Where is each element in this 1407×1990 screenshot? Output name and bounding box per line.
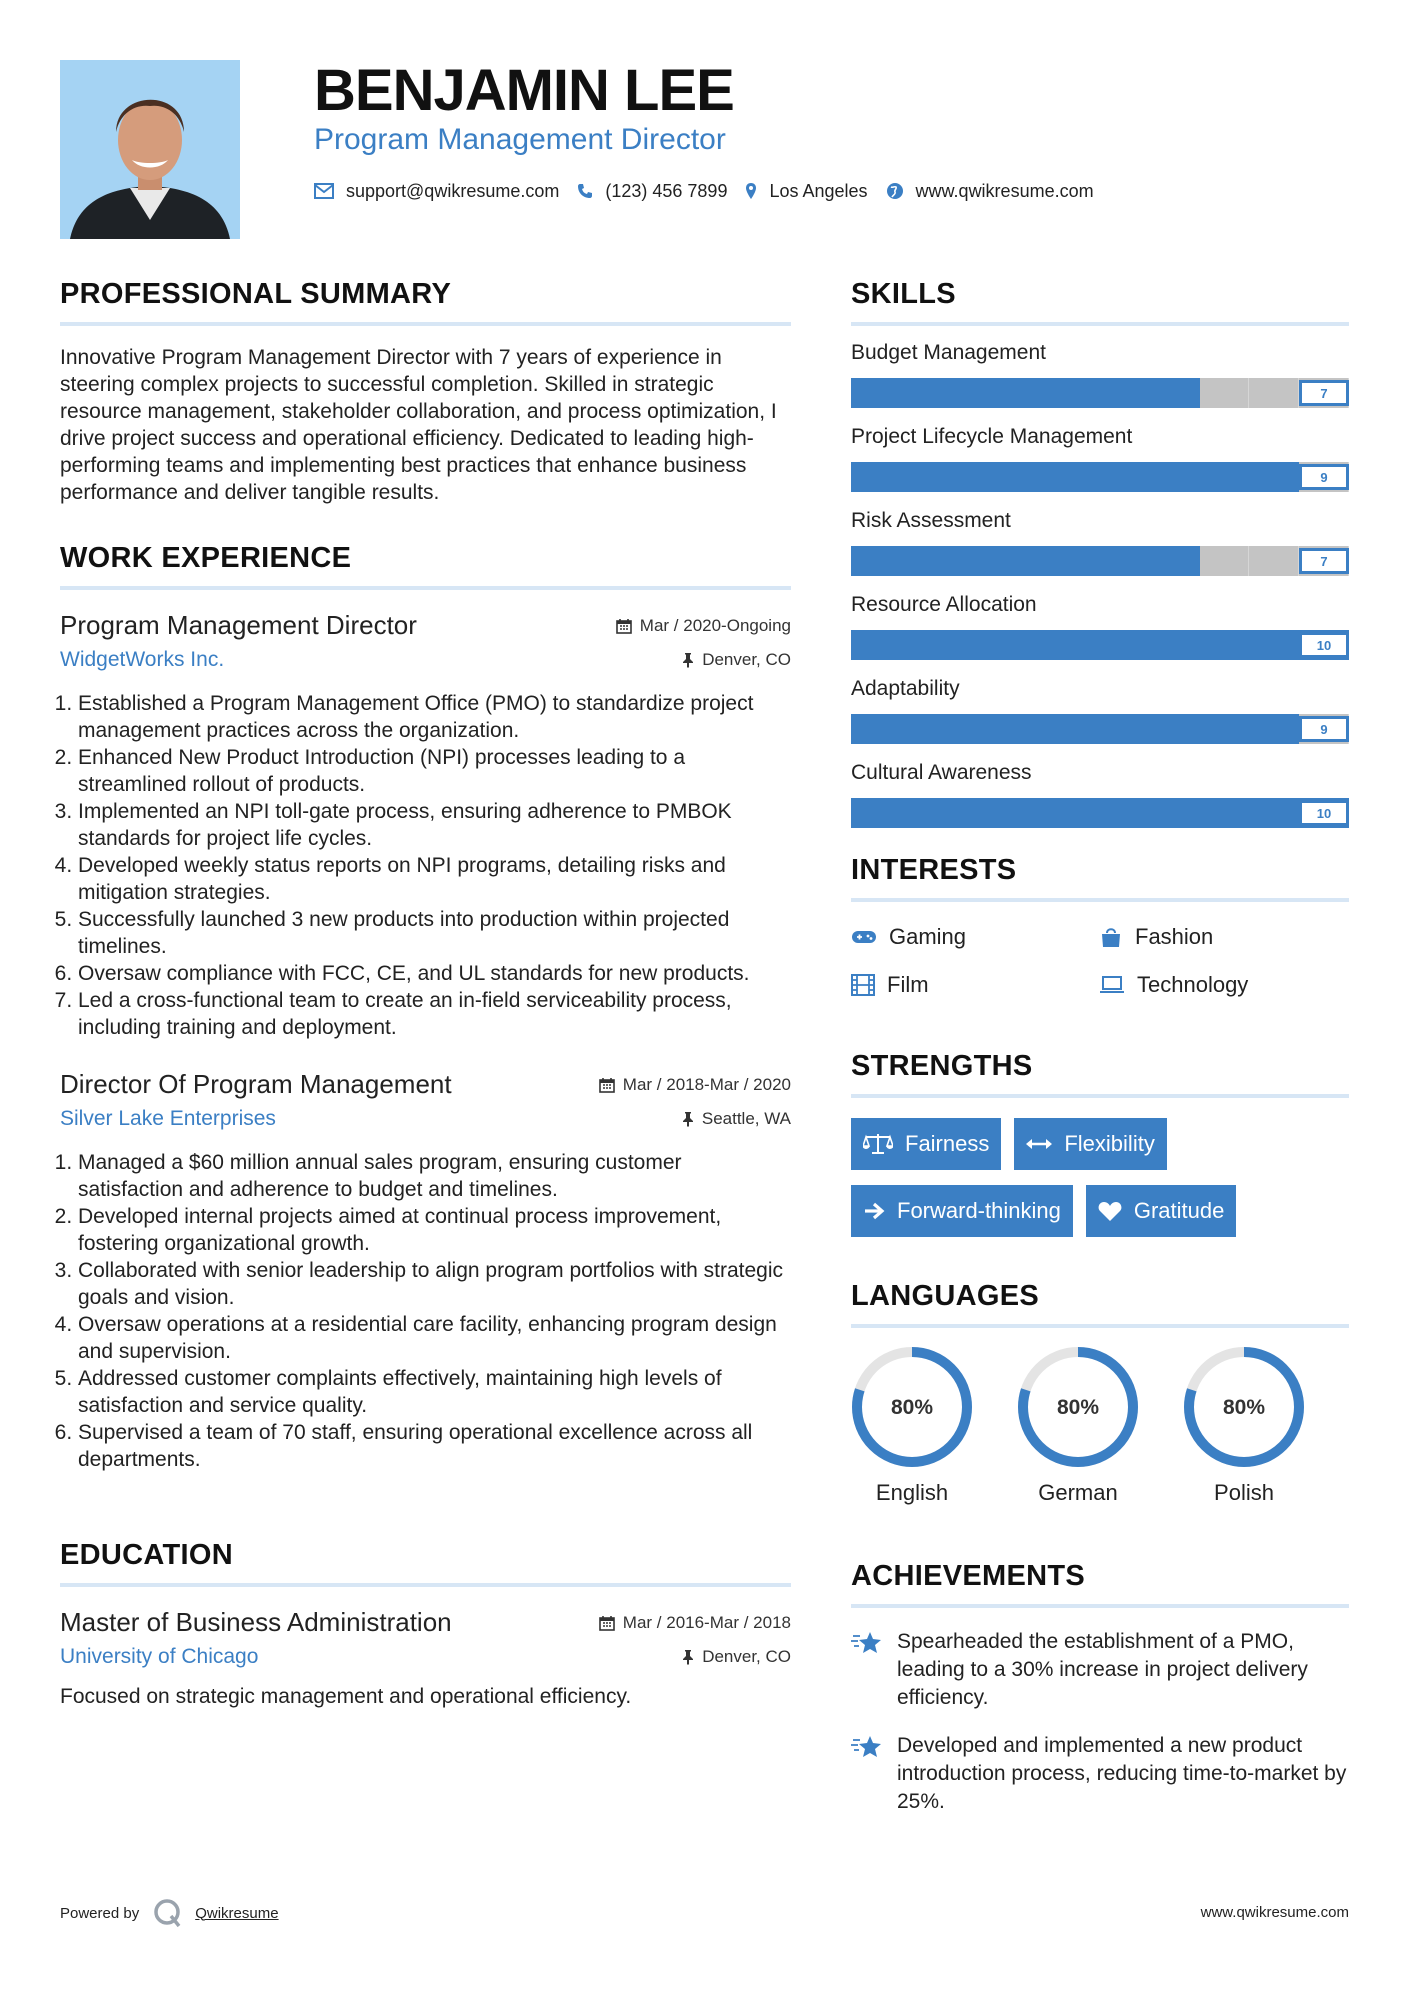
skill-label: Adaptability bbox=[851, 677, 960, 700]
languages-list bbox=[851, 1346, 1349, 1508]
skill-bar-segment-filled bbox=[1100, 462, 1150, 492]
footer-site[interactable]: www.qwikresume.com bbox=[1200, 1904, 1349, 1921]
list-item: 4. Oversaw operations at a residential care facility, enhancing program design and supervision. bbox=[78, 1311, 791, 1365]
summary-text: Innovative Program Management Director with 7 years of experience in steering complex projects to successful completion. Skilled in strategic resource management, stakeholder collaboration, and process optimization, I drive project success and operational efficiency. Dedicated to leading high-performing teams and implementing best practices that enhance business performance and deliver tangible results. bbox=[60, 346, 777, 504]
skill-bar-segment-filled bbox=[901, 630, 951, 660]
skill-bar-segment-filled bbox=[1100, 378, 1150, 408]
language-progress-ring bbox=[851, 1346, 973, 1468]
education-entry bbox=[60, 1605, 791, 1710]
star-icon bbox=[851, 1734, 883, 1762]
job-location-text: Denver, CO bbox=[702, 650, 791, 669]
candidate-title: Program Management Director bbox=[314, 123, 726, 156]
skill-bar-segment-filled bbox=[1249, 462, 1299, 492]
balance-scale-icon bbox=[863, 1132, 893, 1156]
skill-item bbox=[851, 756, 1349, 828]
skill-bar-segment-filled bbox=[851, 546, 901, 576]
skill-level-badge: 9 bbox=[1299, 716, 1349, 742]
job-company: Silver Lake Enterprises bbox=[60, 1107, 276, 1130]
language-item bbox=[851, 1346, 1017, 1508]
strengths-heading: STRENGTHS bbox=[851, 1044, 1349, 1098]
skill-bar-segment-filled bbox=[1249, 714, 1299, 744]
language-progress-ring bbox=[1017, 1346, 1139, 1468]
skill-bar-segment-filled bbox=[1200, 630, 1250, 660]
skill-bar-segment-filled bbox=[1050, 546, 1100, 576]
skill-bar-segment-filled bbox=[951, 546, 1001, 576]
contact-row bbox=[314, 176, 1112, 206]
skill-bar-segment-filled bbox=[1050, 630, 1100, 660]
skill-bar-segment-filled bbox=[951, 462, 1001, 492]
skills-heading: SKILLS bbox=[851, 272, 1349, 326]
skill-bar-segment-empty bbox=[1200, 378, 1250, 408]
skill-bar-segment-filled bbox=[1000, 714, 1050, 744]
qwikresume-logo-icon bbox=[153, 1898, 183, 1928]
skill-bar-segment-filled bbox=[1150, 378, 1200, 408]
skill-level-badge: 7 bbox=[1299, 548, 1349, 574]
achievement-text: Developed and implemented a new product introduction process, reducing time-to-market by 25%. bbox=[897, 1734, 1347, 1813]
skill-bar-segment-filled bbox=[951, 714, 1001, 744]
shopping-bag-icon bbox=[1099, 925, 1123, 949]
skill-label: Cultural Awareness bbox=[851, 761, 1032, 784]
email-text: support@qwikresume.com bbox=[346, 180, 560, 201]
skill-bar-segment-filled bbox=[901, 798, 951, 828]
skill-level-bar bbox=[851, 630, 1349, 660]
job-date bbox=[599, 1073, 791, 1097]
language-percent: 80% bbox=[1222, 1396, 1266, 1419]
skill-level-badge: 10 bbox=[1299, 632, 1349, 658]
list-item: 5. Addressed customer complaints effectively, maintaining high levels of satisfaction and service quality. bbox=[78, 1365, 791, 1419]
phone-text: (123) 456 7899 bbox=[605, 180, 728, 201]
skill-bar-segment-filled bbox=[1100, 630, 1150, 660]
heart-icon bbox=[1098, 1200, 1122, 1222]
skill-item bbox=[851, 672, 1349, 744]
interest-item bbox=[851, 922, 1099, 952]
skill-bar-segment-empty bbox=[1249, 546, 1299, 576]
skill-bar-segment-filled bbox=[1000, 378, 1050, 408]
envelope-icon bbox=[314, 183, 334, 199]
job-date-text: Mar / 2018-Mar / 2020 bbox=[622, 1075, 791, 1094]
interest-label: Film bbox=[887, 972, 929, 997]
list-item: 5. Successfully launched 3 new products into production within projected timelines. bbox=[78, 906, 791, 960]
education-heading: EDUCATION bbox=[60, 1533, 791, 1587]
skill-bar-segment-filled bbox=[901, 546, 951, 576]
interest-item bbox=[1099, 922, 1349, 952]
education-description: Focused on strategic management and operational efficiency. bbox=[60, 1685, 632, 1708]
skill-bar-segment-filled bbox=[1000, 798, 1050, 828]
website-text: www.qwikresume.com bbox=[915, 180, 1094, 201]
skill-bar-segment-filled bbox=[1000, 546, 1050, 576]
language-label: German bbox=[1038, 1480, 1118, 1505]
skill-level-bar bbox=[851, 462, 1349, 492]
experience-heading: WORK EXPERIENCE bbox=[60, 536, 791, 590]
list-item: 7. Led a cross-functional team to create an in-field serviceability process, including training and deployment. bbox=[78, 987, 791, 1041]
arrows-h-icon bbox=[1026, 1137, 1052, 1151]
job-bullets bbox=[60, 1149, 791, 1473]
candidate-name: BENJAMIN LEE bbox=[314, 58, 734, 123]
gamepad-icon bbox=[851, 929, 877, 945]
skill-bar-segment-filled bbox=[951, 378, 1001, 408]
strength-chip bbox=[1014, 1118, 1166, 1170]
skill-bar-segment-filled bbox=[1150, 630, 1200, 660]
strength-chip bbox=[851, 1185, 1073, 1237]
calendar-icon bbox=[599, 1615, 615, 1631]
job-location-text: Seattle, WA bbox=[701, 1109, 791, 1128]
list-item: 4. Developed weekly status reports on NPI programs, detailing risks and mitigation strategies. bbox=[78, 852, 791, 906]
pushpin-icon bbox=[682, 1111, 694, 1127]
strength-label: Flexibility bbox=[1064, 1131, 1155, 1156]
job-title: Director Of Program Management bbox=[60, 1069, 452, 1099]
skill-bar-segment-filled bbox=[901, 714, 951, 744]
profile-photo bbox=[60, 60, 240, 239]
job-company: WidgetWorks Inc. bbox=[60, 648, 225, 671]
skill-bar-segment-filled bbox=[1100, 798, 1150, 828]
footer-powered-by bbox=[60, 1898, 279, 1928]
strength-label: Fairness bbox=[905, 1131, 990, 1156]
skill-bar-segment-filled bbox=[851, 630, 901, 660]
right-column bbox=[851, 272, 1349, 1816]
laptop-icon bbox=[1099, 976, 1125, 994]
globe-icon bbox=[886, 182, 904, 200]
strengths-list bbox=[851, 1118, 1349, 1252]
education-date-text: Mar / 2016-Mar / 2018 bbox=[622, 1613, 791, 1632]
location-text: Los Angeles bbox=[769, 180, 868, 201]
language-progress-ring bbox=[1183, 1346, 1305, 1468]
phone-icon bbox=[577, 183, 593, 199]
skill-bar-segment-filled bbox=[1249, 798, 1299, 828]
left-column bbox=[60, 272, 791, 1710]
skill-level-bar bbox=[851, 798, 1349, 828]
school-name: University of Chicago bbox=[60, 1645, 259, 1668]
skill-bar-segment-filled bbox=[851, 714, 901, 744]
skill-bar-segment-filled bbox=[901, 462, 951, 492]
interest-label: Technology bbox=[1137, 972, 1249, 997]
achievement-text: Spearheaded the establishment of a PMO, leading to a 30% increase in project delivery efficiency. bbox=[897, 1630, 1308, 1709]
skill-item bbox=[851, 420, 1349, 492]
skill-bar-segment-filled bbox=[1150, 546, 1200, 576]
education-location-text: Denver, CO bbox=[702, 1647, 791, 1666]
skill-item bbox=[851, 336, 1349, 408]
list-item: 2. Developed internal projects aimed at continual process improvement, fostering organizational growth. bbox=[78, 1203, 791, 1257]
skill-bar-segment-filled bbox=[901, 378, 951, 408]
skill-item bbox=[851, 504, 1349, 576]
skill-label: Budget Management bbox=[851, 341, 1046, 364]
pushpin-icon bbox=[682, 652, 694, 668]
languages-heading: LANGUAGES bbox=[851, 1274, 1349, 1328]
list-item: 3. Collaborated with senior leadership to align program portfolios with strategic goals and vision. bbox=[78, 1257, 791, 1311]
skill-bar-segment-filled bbox=[1000, 630, 1050, 660]
job-bullets bbox=[60, 690, 791, 1041]
calendar-icon bbox=[599, 1077, 615, 1093]
education-date bbox=[599, 1611, 791, 1635]
list-item: 1. Managed a $60 million annual sales program, ensuring customer satisfaction and adherence to budget and timelines. bbox=[78, 1149, 791, 1203]
map-marker-icon bbox=[745, 182, 757, 200]
language-item bbox=[1183, 1346, 1349, 1508]
skill-bar-segment-filled bbox=[851, 462, 901, 492]
star-icon bbox=[851, 1630, 883, 1658]
achievement-item bbox=[851, 1732, 1349, 1816]
skill-bar-segment-filled bbox=[1200, 714, 1250, 744]
pushpin-icon bbox=[682, 1649, 694, 1665]
skill-bar-segment-filled bbox=[1150, 714, 1200, 744]
degree-title: Master of Business Administration bbox=[60, 1607, 452, 1637]
skill-bar-segment-empty bbox=[1249, 378, 1299, 408]
skill-level-bar bbox=[851, 546, 1349, 576]
skills-list bbox=[851, 336, 1349, 828]
skill-bar-segment-filled bbox=[1050, 714, 1100, 744]
footer-brand-link[interactable]: Qwikresume bbox=[195, 1904, 279, 1922]
skill-item bbox=[851, 588, 1349, 660]
skill-label: Risk Assessment bbox=[851, 509, 1011, 532]
language-percent: 80% bbox=[890, 1396, 934, 1419]
list-item: 3. Implemented an NPI toll-gate process, ensuring adherence to PMBOK standards for project life cycles. bbox=[78, 798, 791, 852]
film-icon bbox=[851, 974, 875, 996]
skill-bar-segment-filled bbox=[1150, 798, 1200, 828]
list-item: 6. Supervised a team of 70 staff, ensuring operational excellence across all departments. bbox=[78, 1419, 791, 1473]
skill-bar-segment-filled bbox=[1050, 378, 1100, 408]
interest-label: Fashion bbox=[1135, 924, 1214, 949]
powered-by-text: Powered by bbox=[60, 1904, 140, 1922]
job-title: Program Management Director bbox=[60, 610, 417, 640]
skill-bar-segment-filled bbox=[1100, 714, 1150, 744]
skill-bar-segment-filled bbox=[1200, 798, 1250, 828]
strength-label: Gratitude bbox=[1133, 1198, 1225, 1223]
skill-level-badge: 10 bbox=[1299, 800, 1349, 826]
achievement-item bbox=[851, 1628, 1349, 1712]
skill-bar-segment-filled bbox=[1150, 462, 1200, 492]
contact-phone[interactable] bbox=[577, 181, 727, 202]
skill-label: Resource Allocation bbox=[851, 593, 1037, 616]
contact-website[interactable] bbox=[886, 181, 1094, 202]
skill-bar-segment-filled bbox=[1000, 462, 1050, 492]
skill-level-bar bbox=[851, 378, 1349, 408]
interest-item bbox=[1099, 970, 1349, 1000]
strength-chip bbox=[1086, 1185, 1237, 1237]
language-label: English bbox=[875, 1480, 949, 1505]
strength-label: Forward-thinking bbox=[897, 1198, 1061, 1223]
arrow-right-icon bbox=[863, 1201, 885, 1221]
skill-bar-segment-filled bbox=[851, 798, 901, 828]
list-item: 6. Oversaw compliance with FCC, CE, and UL standards for new products. bbox=[78, 960, 791, 987]
skill-bar-segment-empty bbox=[1200, 546, 1250, 576]
job-entry bbox=[60, 608, 791, 1041]
skill-bar-segment-filled bbox=[951, 630, 1001, 660]
calendar-icon bbox=[616, 618, 632, 634]
language-percent: 80% bbox=[1056, 1396, 1100, 1419]
list-item: 2. Enhanced New Product Introduction (NPI) processes leading to a streamlined rollout of products. bbox=[78, 744, 791, 798]
list-item: 1. Established a Program Management Office (PMO) to standardize project management practices across the organization. bbox=[78, 690, 791, 744]
achievements-heading: ACHIEVEMENTS bbox=[851, 1554, 1349, 1608]
language-label: Polish bbox=[1214, 1480, 1274, 1505]
skill-level-badge: 9 bbox=[1299, 464, 1349, 490]
skill-bar-segment-filled bbox=[851, 378, 901, 408]
skill-bar-segment-filled bbox=[1050, 798, 1100, 828]
skill-level-badge: 7 bbox=[1299, 380, 1349, 406]
education-location bbox=[682, 1645, 791, 1669]
job-date bbox=[616, 614, 791, 638]
job-date-text: Mar / 2020-Ongoing bbox=[639, 616, 791, 635]
summary-heading: PROFESSIONAL SUMMARY bbox=[60, 272, 791, 326]
interests-list bbox=[851, 922, 1349, 1000]
skill-bar-segment-filled bbox=[1249, 630, 1299, 660]
skill-level-bar bbox=[851, 714, 1349, 744]
skill-label: Project Lifecycle Management bbox=[851, 425, 1133, 448]
skill-bar-segment-filled bbox=[1050, 462, 1100, 492]
interest-item bbox=[851, 970, 1099, 1000]
strength-chip bbox=[851, 1118, 1001, 1170]
skill-bar-segment-filled bbox=[951, 798, 1001, 828]
job-entry bbox=[60, 1067, 791, 1473]
job-location bbox=[682, 1107, 791, 1131]
contact-email[interactable] bbox=[314, 181, 559, 202]
job-location bbox=[682, 648, 791, 672]
skill-bar-segment-filled bbox=[1200, 462, 1250, 492]
language-item bbox=[1017, 1346, 1183, 1508]
skill-bar-segment-filled bbox=[1100, 546, 1150, 576]
interest-label: Gaming bbox=[889, 924, 967, 949]
contact-location bbox=[745, 181, 867, 202]
interests-heading: INTERESTS bbox=[851, 848, 1349, 902]
